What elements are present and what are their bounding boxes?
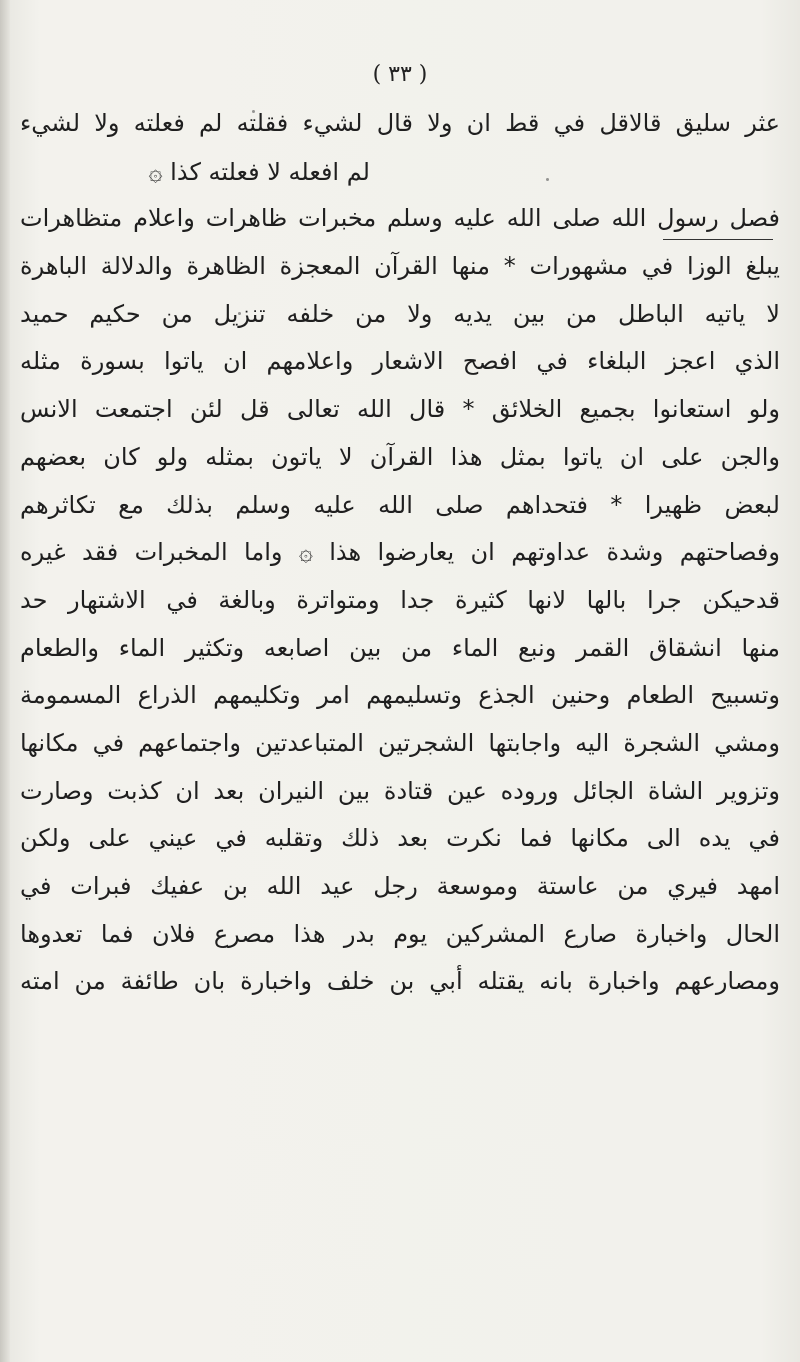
text-line: في يده الى مكانها فما نكرت بعد ذلك وتقلبه في عيني على ولكن [20,824,780,853]
text-line: الحال واخبارة صارع المشركين يوم بدر هذا مصرع فلان فما تعدوها [20,919,780,948]
text-line: والجن على ان ياتوا بمثل هذا القرآن لا ياتون بمثله ولو كان بعضهم [20,442,780,471]
text-line: وتسبيح الطعام وحنين الجذع وتسليمهم امر وتكليمهم الذراع المسمومة [20,681,780,710]
text-line: وتزوير الشاة الجائل وروده عين قتادة بين النيران بعد ان كذبت وصارت [20,776,780,805]
text-line: فصل رسول الله صلى الله عليه وسلم مخبرات ظاهرات واعلام متظاهرات [20,204,780,233]
text-line: لم افعله لا فعلته كذا ۞ [148,157,370,186]
text-line: قدحيكن جرا بالها لانها كثيرة جدا ومتواترة وبالغة في الاشتهار حد [20,585,780,614]
text-line: لبعض ظهيرا * فتحداهم صلى الله عليه وسلم بذلك مع تكاثرهم [20,490,780,519]
text-line: امهد فيري من عاستة وموسعة رجل عيد الله بن عفيك فبرات في [20,872,780,900]
arabic-text-block [20,100,780,1006]
text-line: الذي اعجز البلغاء في افصح الاشعار واعلامهم ان ياتوا بسورة مثله [20,347,780,376]
text-line: ومشي الشجرة اليه واجابتها الشجرتين المتباعدتين واجتماعهم في مكانها [20,728,780,757]
text-line: ولو استعانوا بجميع الخلائق * قال الله تعالى قل لئن اجتمعت الانس [20,395,780,424]
text-line: عثر سليق قالاقل في قط ان ولا قال لشيء فقلته لم فعلته ولا لشيء [20,109,780,137]
text-line: لا ياتيه الباطل من بين يديه ولا من خلفه تنزيل من حكيم حميد [20,299,780,328]
text-line: وفصاحتهم وشدة عداوتهم ان يعارضوا هذا ۞ واما المخبرات فقد غيره [20,538,780,567]
binding-edge [0,0,10,1362]
text-line: منها انشقاق القمر ونبع الماء من بين اصابعه وتكثير الماء والطعام [20,633,780,662]
page-number: ( ٣٣ ) [372,62,428,87]
text-line: يبلغ الوزا في مشهورات * منها القرآن المعجزة الظاهرة والدلالة الباهرة [20,252,780,281]
text-line: ومصارعهم واخبارة بانه يقتله أبي بن خلف واخبارة بان طائفة من امته [20,967,780,996]
